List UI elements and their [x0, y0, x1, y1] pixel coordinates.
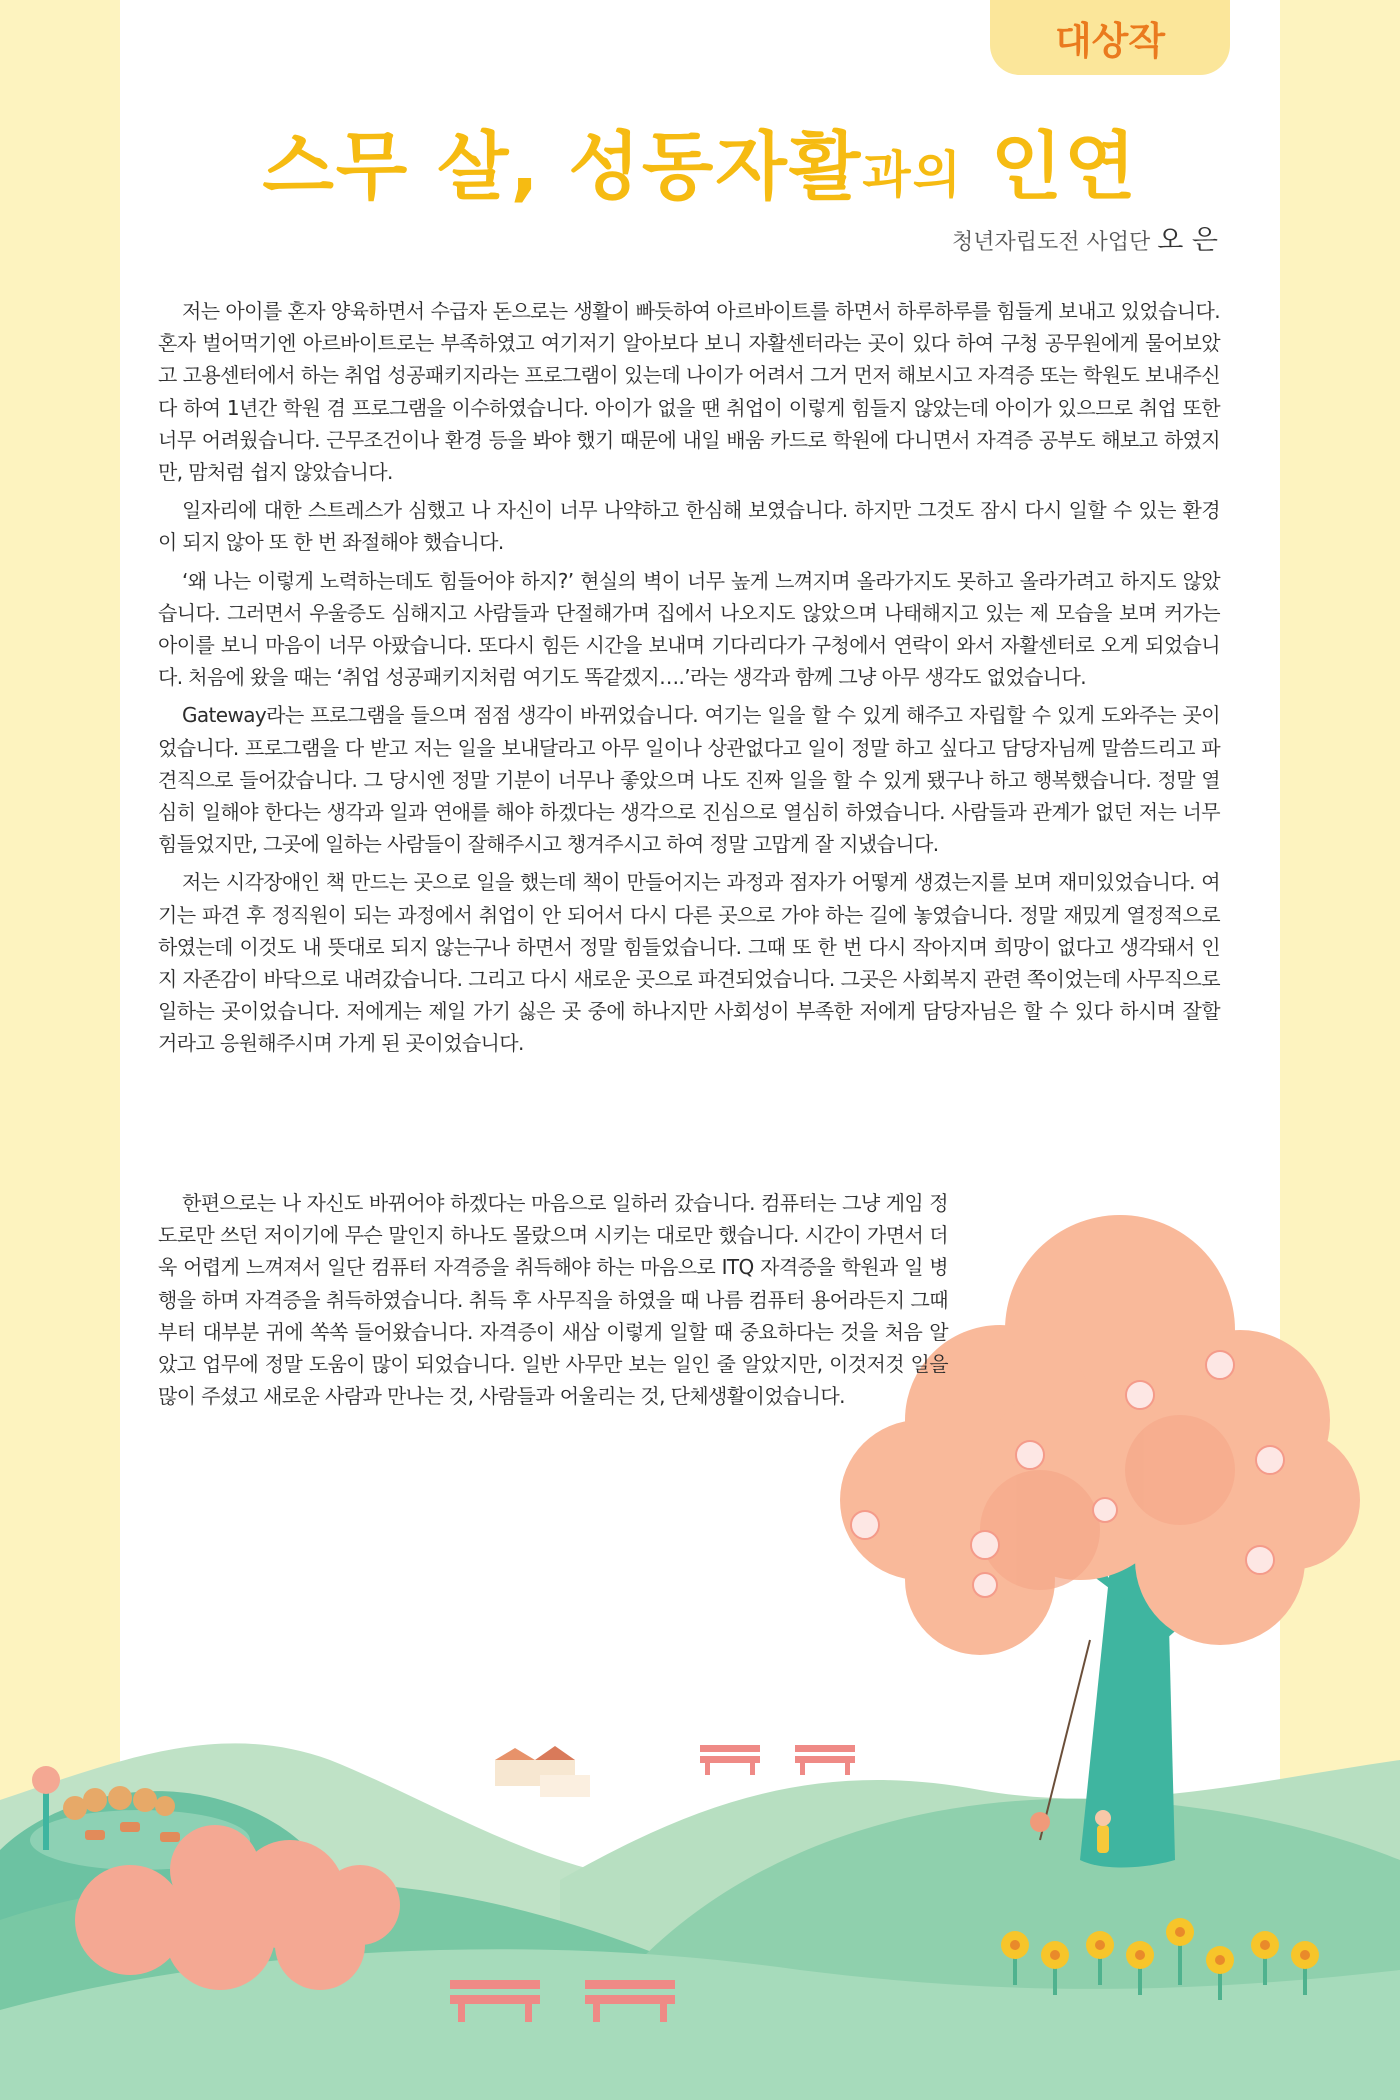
girl-on-swing — [1030, 1812, 1050, 1832]
small-tree-crown — [32, 1766, 60, 1794]
paragraph: 저는 아이를 혼자 양육하면서 수급자 돈으로는 생활이 빠듯하여 아르바이트를 하면서 하루하루를 힘들게 보내고 있었습니다. 혼자 벌어먹기엔 아르바이트로는 부족하였고 여기저기 알아보다 보니 자활센터라는 곳이 있다 하여 구청 공무원에게 물어보았고 고용센터에서 하는 취업 성공패키지라는 프로그램이 있는데 나이가 어려서 그거 먼저 해보시고 자격증 또는 학원도 보내주신다 하여 1년간 학원 겸 프로그램을 이수하였습니다. 아이가 없을 땐 취업이 이렇게 힘들지 않았는데 아이가 있으므로 취업 또한 너무 어려웠습니다. 근무조건이나 환경 등을 봐야 했기 때문에 내일 배움 카드로 학원에 다니면서 자격증 공부도 해보고 하였지만, 맘처럼 쉽지 않았습니다. — [158, 299, 1220, 485]
small-tree-trunk — [43, 1790, 49, 1850]
title-main: 스무 살, 성동자활 — [262, 124, 863, 210]
village — [495, 1746, 590, 1797]
paragraph: 일자리에 대한 스트레스가 심했고 나 자신이 너무 나약하고 한심해 보였습니다. 하지만 그것도 잠시 다시 일할 수 있는 환경이 되지 않아 또 한 번 좌절해야 했습니다. — [158, 498, 1220, 555]
award-badge-label: 대상작 — [1054, 19, 1166, 63]
paragraph: ‘왜 나는 이렇게 노력하는데도 힘들어야 하지?’ 현실의 벽이 너무 높게 느껴지며 올라가지도 못하고 올라가려고 하지도 않았습니다. 그러면서 우울증도 심해지고 사람들과 단절해가며 집에서 나오지도 않았으며 나태해지고 있는 제 모습을 보며 커가는 아이를 보니 마음이 너무 아팠습니다. 또다시 힘든 시간을 보내며 기다리다가 구청에서 연락이 와서 자활센터로 오게 되었습니다. 처음에 왔을 때는 ‘취업 성공패키지처럼 여기도 똑같겠지….’라는 생각과 함께 그냥 아무 생각도 없었습니다. — [158, 568, 1220, 690]
author-affiliation: 청년자립도전 사업단 — [951, 230, 1151, 255]
bench-2 — [795, 1745, 855, 1775]
child-head — [1095, 1810, 1111, 1826]
article-last-paragraph — [158, 1187, 948, 1412]
child-running — [1097, 1825, 1109, 1853]
title-end: 인연 — [962, 124, 1138, 210]
paragraph: Gateway라는 프로그램을 들으며 점점 생각이 바뀌었습니다. 여기는 일을 할 수 있게 해주고 자립할 수 있게 도와주는 곳이었습니다. 프로그램을 다 받고 저는 일을 보내달라고 아무 일이나 상관없다고 일이 정말 하고 싶다고 담당자님께 말씀드리고 파견직으로 들어갔습니다. 그 당시엔 정말 기분이 너무나 좋았으며 나도 진짜 일을 할 수 있게 됐구나 하고 행복했습니다. 정말 열심히 일해야 한다는 생각과 일과 연애를 해야 하겠다는 생각으로 진심으로 열심히 하였습니다. 사람들과 관계가 없던 저는 너무 힘들었지만, 그곳에 일하는 사람들이 잘해주시고 챙겨주시고 하여 정말 고맙게 잘 지냈습니다. — [158, 703, 1220, 857]
paragraph: 저는 시각장애인 책 만드는 곳으로 일을 했는데 책이 만들어지는 과정과 점자가 어떻게 생겼는지를 보며 재미있었습니다. 여기는 파견 후 정직원이 되는 과정에서 취업이 안 되어서 다시 다른 곳으로 가야 하는 길에 놓였습니다. 정말 재밌게 열정적으로 하였는데 이것도 내 뜻대로 되지 않는구나 하면서 정말 힘들었습니다. 그때 또 한 번 다시 작아지며 희망이 없다고 생각돼서 인지 자존감이 바닥으로 내려갔습니다. 그리고 다시 새로운 곳으로 파견되었습니다. 그곳은 사회복지 관련 쪽이었는데 사무직으로 일하는 곳이었습니다. 저에게는 제일 가기 싫은 곳 중에 하나지만 사회성이 부족한 저에게 담당자님은 할 수 있다 하시며 잘할 거라고 응원해주시며 가게 된 곳이었습니다. — [158, 870, 1220, 1056]
bench-1 — [700, 1745, 760, 1775]
paragraph: 한편으로는 나 자신도 바뀌어야 하겠다는 마음으로 일하러 갔습니다. 컴퓨터는 그냥 게임 정도로만 쓰던 저이기에 무슨 말인지 하나도 몰랐으며 시키는 대로만 했습니다. 시간이 가면서 더욱 어렵게 느껴져서 일단 컴퓨터 자격증을 취득해야 하는 마음으로 ITQ 자격증을 학원과 일 병행을 하며 자격증을 취득하였습니다. 취득 후 사무직을 하였을 때 나름 컴퓨터 용어라든지 그때부터 대부분 귀에 쏙쏙 들어왔습니다. 자격증이 새삼 이렇게 일할 때 중요하다는 것을 처음 알았고 업무에 정말 도움이 많이 되었습니다. 일반 사무만 보는 일인 줄 알았지만, 이것저것 일을 많이 주셨고 새로운 사람과 만나는 것, 사람들과 어울리는 것, 단체생활이었습니다. — [158, 1191, 948, 1409]
title-small: 과의 — [862, 146, 963, 204]
author-name: 오 은 — [1157, 225, 1218, 256]
